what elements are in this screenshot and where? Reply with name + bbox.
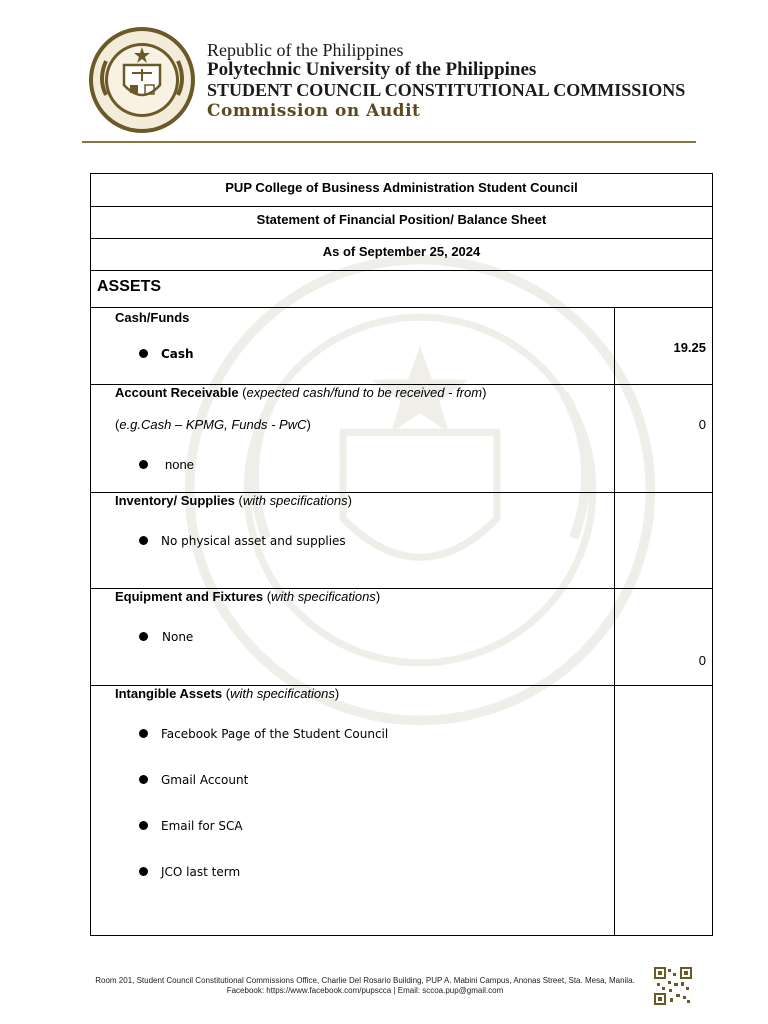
paren-close: ) xyxy=(375,589,381,604)
paren-open: ( xyxy=(234,493,243,508)
organization-name: PUP College of Business Administration Student Council xyxy=(225,179,578,195)
commission-on-audit-line: Commission on Audit xyxy=(207,101,421,121)
statement-title: Statement of Financial Position/ Balance Sheet xyxy=(256,212,547,227)
paren-close: ) xyxy=(306,417,311,432)
account-receivable-note: expected cash/fund to be received - from xyxy=(246,385,483,400)
assets-heading-cell xyxy=(91,271,713,308)
paren-close: ) xyxy=(347,493,352,508)
footer-contact: Facebook: https://www.facebook.com/pupscca | Email: sccoa.pup@gmail.com xyxy=(226,986,504,995)
account-receivable-title: Account Receivable xyxy=(115,385,239,400)
bullet-icon xyxy=(139,867,148,876)
list-item xyxy=(115,818,614,834)
account-receivable-amount-cell xyxy=(615,385,713,493)
intangible-assets-row xyxy=(91,686,713,936)
inventory-supplies-note: with specifications xyxy=(242,493,348,508)
header-divider xyxy=(82,141,696,143)
paren-close: ) xyxy=(482,385,487,400)
balance-sheet-table xyxy=(90,173,713,936)
cash-funds-label-cell xyxy=(91,308,615,385)
intangible-assets-amount-cell xyxy=(615,686,713,936)
account-receivable-example: e.g.Cash – KPMG, Funds - PwC xyxy=(119,417,307,432)
account-receivable-row xyxy=(91,385,713,493)
intangible-item: Email for SCA xyxy=(161,819,243,833)
intangible-assets-title: Intangible Assets xyxy=(115,686,223,701)
bullet-icon xyxy=(139,460,148,469)
cash-funds-row xyxy=(91,308,713,385)
equipment-fixtures-row xyxy=(91,589,713,686)
commission-on-audit-seal xyxy=(82,25,202,135)
equipment-fixtures-note: with specifications xyxy=(271,589,376,604)
paren-close: ) xyxy=(334,686,340,701)
list-item xyxy=(115,629,614,645)
cash-funds-title: Cash/Funds xyxy=(115,310,190,325)
list-item xyxy=(115,864,614,880)
title-cell xyxy=(91,207,713,239)
inventory-supplies-row xyxy=(91,493,713,589)
list-item xyxy=(115,726,614,742)
date-cell xyxy=(91,239,713,271)
intangible-assets-note: with specifications xyxy=(230,686,335,701)
list-item xyxy=(115,533,614,549)
paren-open: ( xyxy=(263,589,272,604)
inventory-item: No physical asset and supplies xyxy=(161,534,346,548)
assets-heading: ASSETS xyxy=(97,278,162,295)
paren-open: ( xyxy=(222,686,231,701)
organization-cell xyxy=(91,174,713,207)
intangible-item: Gmail Account xyxy=(161,773,249,787)
bullet-icon xyxy=(139,349,148,358)
university-line: Polytechnic University of the Philippines xyxy=(207,59,537,80)
assets-heading-row xyxy=(91,271,713,308)
paren-open: ( xyxy=(238,385,247,400)
letterhead xyxy=(207,40,685,122)
bullet-icon xyxy=(139,536,148,545)
receivable-item: none xyxy=(165,457,194,472)
commissions-line: STUDENT COUNCIL CONSTITUTIONAL COMMISSIONS xyxy=(207,80,686,100)
footer xyxy=(80,976,650,996)
cash-funds-amount-cell xyxy=(615,308,713,385)
equipment-fixtures-label-cell xyxy=(91,589,615,686)
cash-funds-amount: 19.25 xyxy=(673,340,707,355)
date-row xyxy=(91,239,713,271)
list-item xyxy=(115,457,614,473)
account-receivable-amount: 0 xyxy=(698,417,707,432)
footer-address: Room 201, Student Council Constitutional Commissions Office, Charlie Del Rosario Building, PUP A. Mabini Campus, Anonas Street, Sta. Mesa, Manila. xyxy=(95,976,635,985)
intangible-item: Facebook Page of the Student Council xyxy=(161,727,389,741)
qr-code xyxy=(654,967,692,1005)
intangible-item: JCO last term xyxy=(161,865,241,879)
bullet-icon xyxy=(139,729,148,738)
bullet-icon xyxy=(139,775,148,784)
title-row xyxy=(91,207,713,239)
list-item xyxy=(115,772,614,788)
paren-open: ( xyxy=(115,417,120,432)
equipment-fixtures-title: Equipment and Fixtures xyxy=(115,589,264,604)
list-item xyxy=(115,346,614,362)
organization-row xyxy=(91,174,713,207)
statement-date: As of September 25, 2024 xyxy=(322,244,481,259)
equipment-fixtures-amount-cell xyxy=(615,589,713,686)
equipment-item: None xyxy=(162,630,194,644)
inventory-supplies-title: Inventory/ Supplies xyxy=(115,493,235,508)
republic-line: Republic of the Philippines xyxy=(207,40,404,60)
bullet-icon xyxy=(139,632,148,641)
inventory-supplies-label-cell xyxy=(91,493,615,589)
intangible-assets-label-cell xyxy=(91,686,615,936)
cash-item: Cash xyxy=(161,347,194,361)
account-receivable-label-cell xyxy=(91,385,615,493)
inventory-supplies-amount-cell xyxy=(615,493,713,589)
bullet-icon xyxy=(139,821,148,830)
equipment-fixtures-amount: 0 xyxy=(698,653,707,668)
